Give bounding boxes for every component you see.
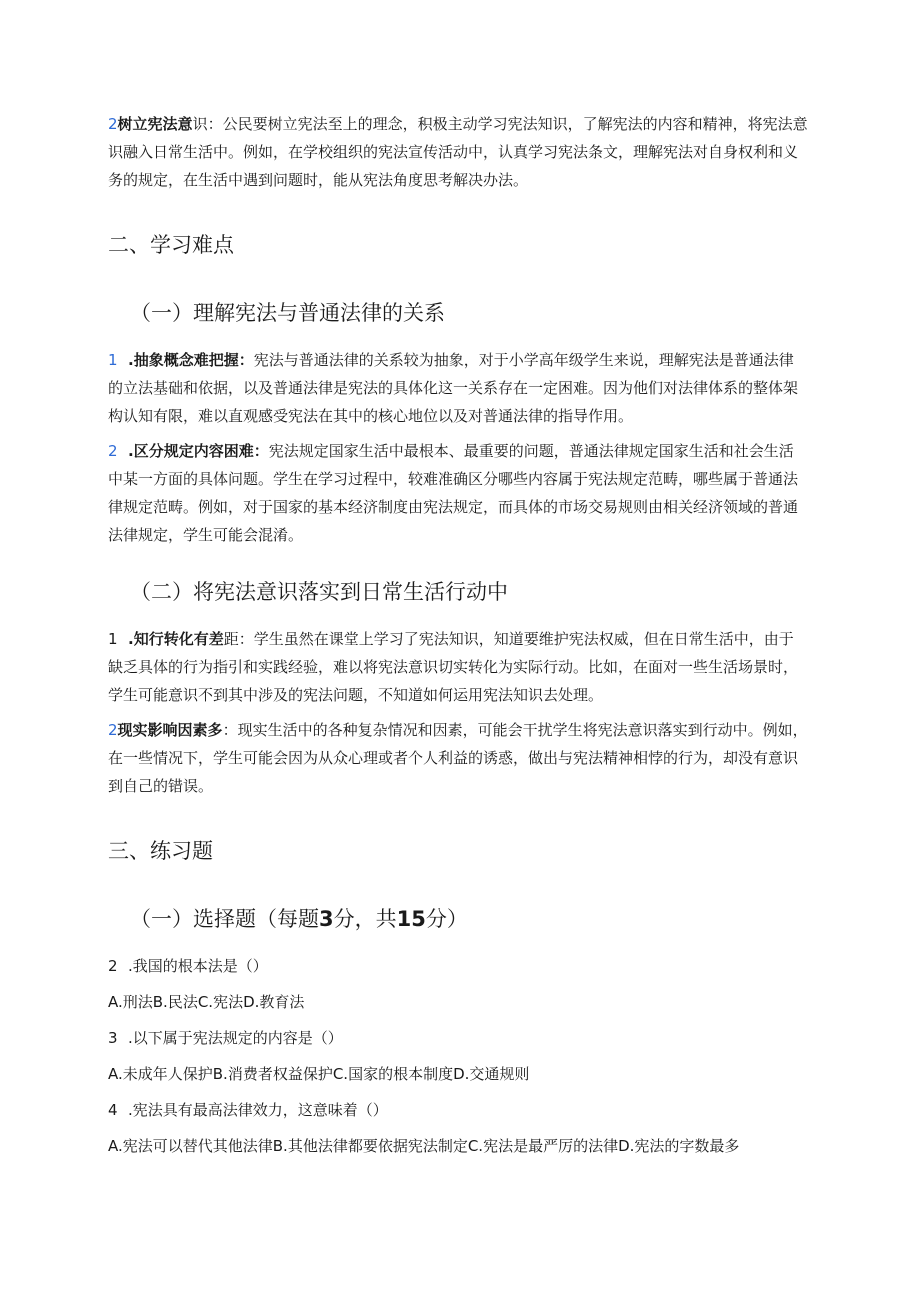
intro-text: 公民要树立宪法至上的理念，积极主动学习宪法知识，了解宪法的内容和精神，将宪法意识融入日常生活中。例如，在学校组织的宪法宣传活动中，认真学习宪法条文，理解宪法对自身权利和义务的规定，在生活中遇到问题时，能从宪法角度思考解决办法。 [108,115,808,189]
sub2-item-1-text: 学生虽然在课堂上学习了宪法知识，知道要维护宪法权威，但在日常生活中，由于缺乏具体的行为指引和实践经验，难以将宪法意识切实转化为实际行动。比如，在面对一些生活场景时，学生可能意识不到其中涉及的宪法问题，不知道如何运用宪法知识去处理。 [108,630,799,704]
sub1-item-2-text: 宪法规定国家生活中最根本、最重要的问题，普通法律规定国家生活和社会生活中某一方面的具体问题。学生在学习过程中，较难准确区分哪些内容属于宪法规定范畴，哪些属于普通法律规定范畴。例如，对于国家的基本经济制度由宪法规定，而具体的市场交易规则由相关经济领域的普通法律规定，学生可能会混淆。 [108,442,799,544]
section2-heading: 二、学习难点 [108,233,234,257]
intro-paragraph [108,110,808,194]
question-1-num: 2 [108,957,118,975]
sub2-item-1-title-tail: 距： [223,630,254,648]
section3-sub1-heading-mid: 分，共 [333,907,397,931]
section3-heading: 三、练习题 [108,839,213,863]
question-1-text: .我国的根本法是（） [128,957,268,975]
section3-sub1-heading-pre: （一）选择题（每题 [130,907,319,931]
section3-sub1-heading-b1: 3 [319,907,334,931]
sub1-item-2-title: .区分规定内容困难： [128,442,269,460]
section3-sub1-heading [130,905,468,933]
question-2-text: .以下属于宪法规定的内容是（） [128,1029,343,1047]
question-3-text: .宪法具有最高法律效力，这意味着（） [128,1101,388,1119]
section3-sub1-heading-post: 分） [425,907,468,931]
question-2-num: 3 [108,1029,118,1047]
sub2-item-2-title-tail: ： [222,721,238,739]
sub1-item-1 [108,346,808,430]
section2-sub1-heading: （一）理解宪法与普通法律的关系 [130,301,445,325]
sub1-item-1-text: 宪法与普通法律的关系较为抽象，对于小学高年级学生来说，理解宪法是普通法律的立法基础和依据，以及普通法律是宪法的具体化这一关系存在一定困难。因为他们对法律体系的整体架构认知有限，难以直观感受宪法在其中的核心地位以及对普通法律的指导作用。 [108,351,799,425]
intro-title: 树立宪法意 [117,115,193,133]
sub2-item-2-num: 2 [108,721,118,739]
question-3-num: 4 [108,1101,118,1119]
question-2 [108,1026,343,1050]
question-2-options: A.未成年人保护B.消费者权益保护C.国家的根本制度D.交通规则 [108,1065,530,1083]
sub1-item-1-title: .抽象概念难把握： [128,351,254,369]
intro-title-tail: 识： [192,115,223,133]
sub2-item-2-text: 现实生活中的各种复杂情况和因素，可能会干扰学生将宪法意识落实到行动中。例如，在一些情况下，学生可能会因为从众心理或者个人利益的诱惑，做出与宪法精神相悖的行为，却没有意识到自己的错误。 [108,721,808,795]
sub2-item-2-title: 现实影响因素多 [117,721,223,739]
sub2-item-1-num: 1 [108,630,118,648]
section2-sub2-heading: （二）将宪法意识落实到日常生活行动中 [130,580,508,604]
question-1-options: A.刑法B.民法C.宪法D.教育法 [108,993,305,1011]
question-1 [108,954,268,978]
question-3 [108,1098,388,1122]
sub1-item-2 [108,437,808,549]
sub1-item-1-num: 1 [108,351,118,369]
question-3-options: A.宪法可以替代其他法律B.其他法律都要依据宪法制定C.宪法是最严厉的法律D.宪法的字数最多 [108,1137,740,1155]
intro-num: 2 [108,115,118,133]
sub2-item-2 [108,716,808,800]
sub1-item-2-num: 2 [108,442,118,460]
section3-sub1-heading-b2: 15 [396,907,426,931]
sub2-item-1-title: .知行转化有差 [128,630,224,648]
sub2-item-1 [108,625,808,709]
